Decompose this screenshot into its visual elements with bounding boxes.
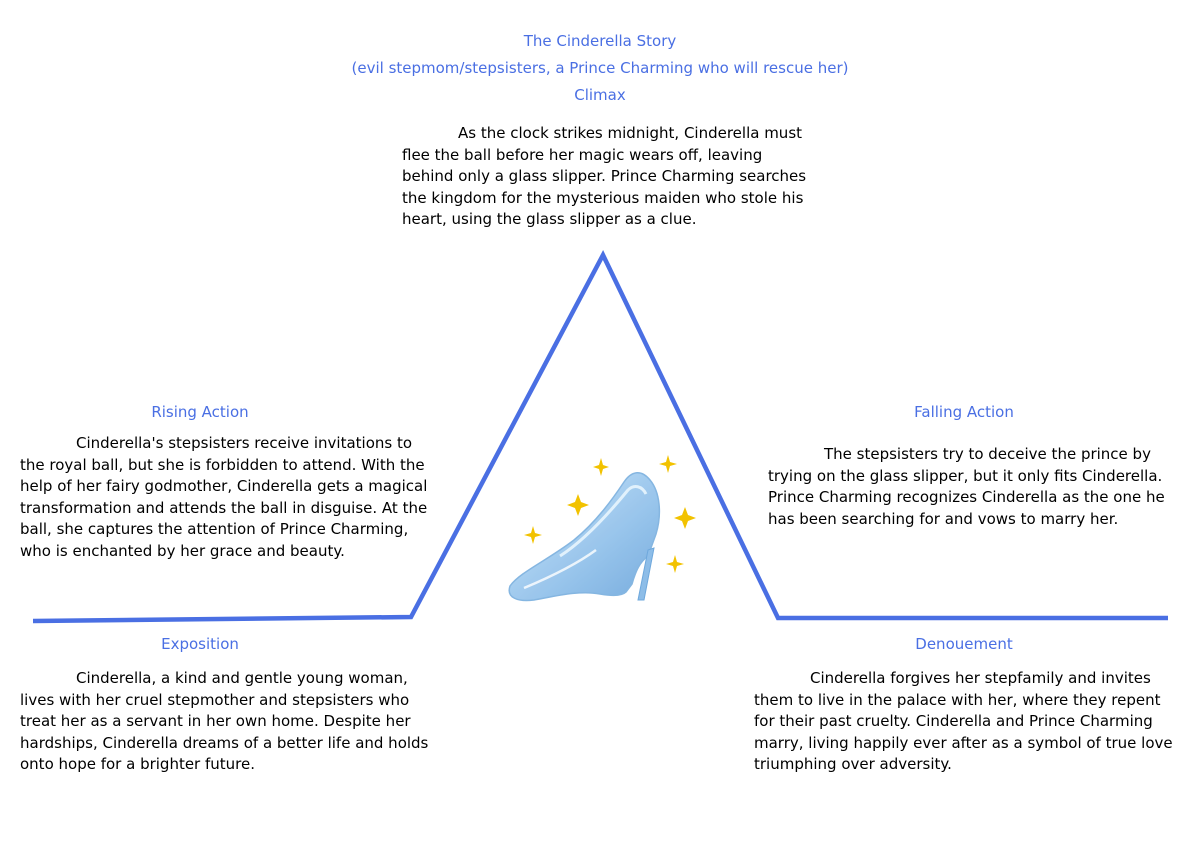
rising-action-heading: Rising Action: [151, 403, 249, 421]
rising-action-text-block: [20, 433, 438, 562]
falling-action-text: The stepsisters try to deceive the prince by trying on the glass slipper, but it only fits Cinderella. Prince Charming recognizes Cinderella as the one he has been searching for and vows to marry her.: [768, 445, 1165, 528]
exposition-text-block: [20, 668, 438, 776]
falling-action-heading: Falling Action: [914, 403, 1014, 421]
denouement-text-block: [754, 668, 1174, 776]
denouement-text: Cinderella forgives her stepfamily and invites them to live in the palace with her, where they repent for their past cruelty. Cinderella and Prince Charming marry, living happily ever after as a symbol of true love triumphing over adversity.: [754, 669, 1173, 773]
climax-text: As the clock strikes midnight, Cinderella must flee the ball before her magic wears off, leaving behind only a glass slipper. Prince Charming searches the kingdom for the mysterious maiden who stole his heart, using the glass slipper as a clue.: [402, 124, 807, 228]
climax-heading: Climax: [574, 86, 626, 104]
climax-text-block: [402, 123, 817, 231]
sparkle-icon: [567, 494, 589, 516]
sparkle-icon: [659, 455, 677, 473]
diagram-subtitle: (evil stepmom/stepsisters, a Prince Charming who will rescue her): [351, 59, 849, 77]
sparkle-icon: [593, 458, 609, 476]
exposition-text: Cinderella, a kind and gentle young woman, lives with her cruel stepmother and stepsisters who treat her as a servant in her own home. Despite her hardships, Cinderella dreams of a better life and holds onto hope for a brighter future.: [20, 669, 429, 773]
denouement-heading: Denouement: [915, 635, 1013, 653]
sparkle-icon: [666, 555, 684, 573]
rising-action-text: Cinderella's stepsisters receive invitations to the royal ball, but she is forbidden to attend. With the help of her fairy godmother, Cinderella gets a magical transformation and attends the ball in disguise. At the ball, she captures the attention of Prince Charming, who is enchanted by her grace and beauty.: [20, 434, 428, 560]
exposition-heading: Exposition: [161, 635, 239, 653]
diagram-title: The Cinderella Story: [523, 32, 677, 50]
sparkle-icon: [524, 526, 542, 544]
falling-action-text-block: [768, 444, 1168, 530]
sparkle-icon: [674, 507, 696, 529]
